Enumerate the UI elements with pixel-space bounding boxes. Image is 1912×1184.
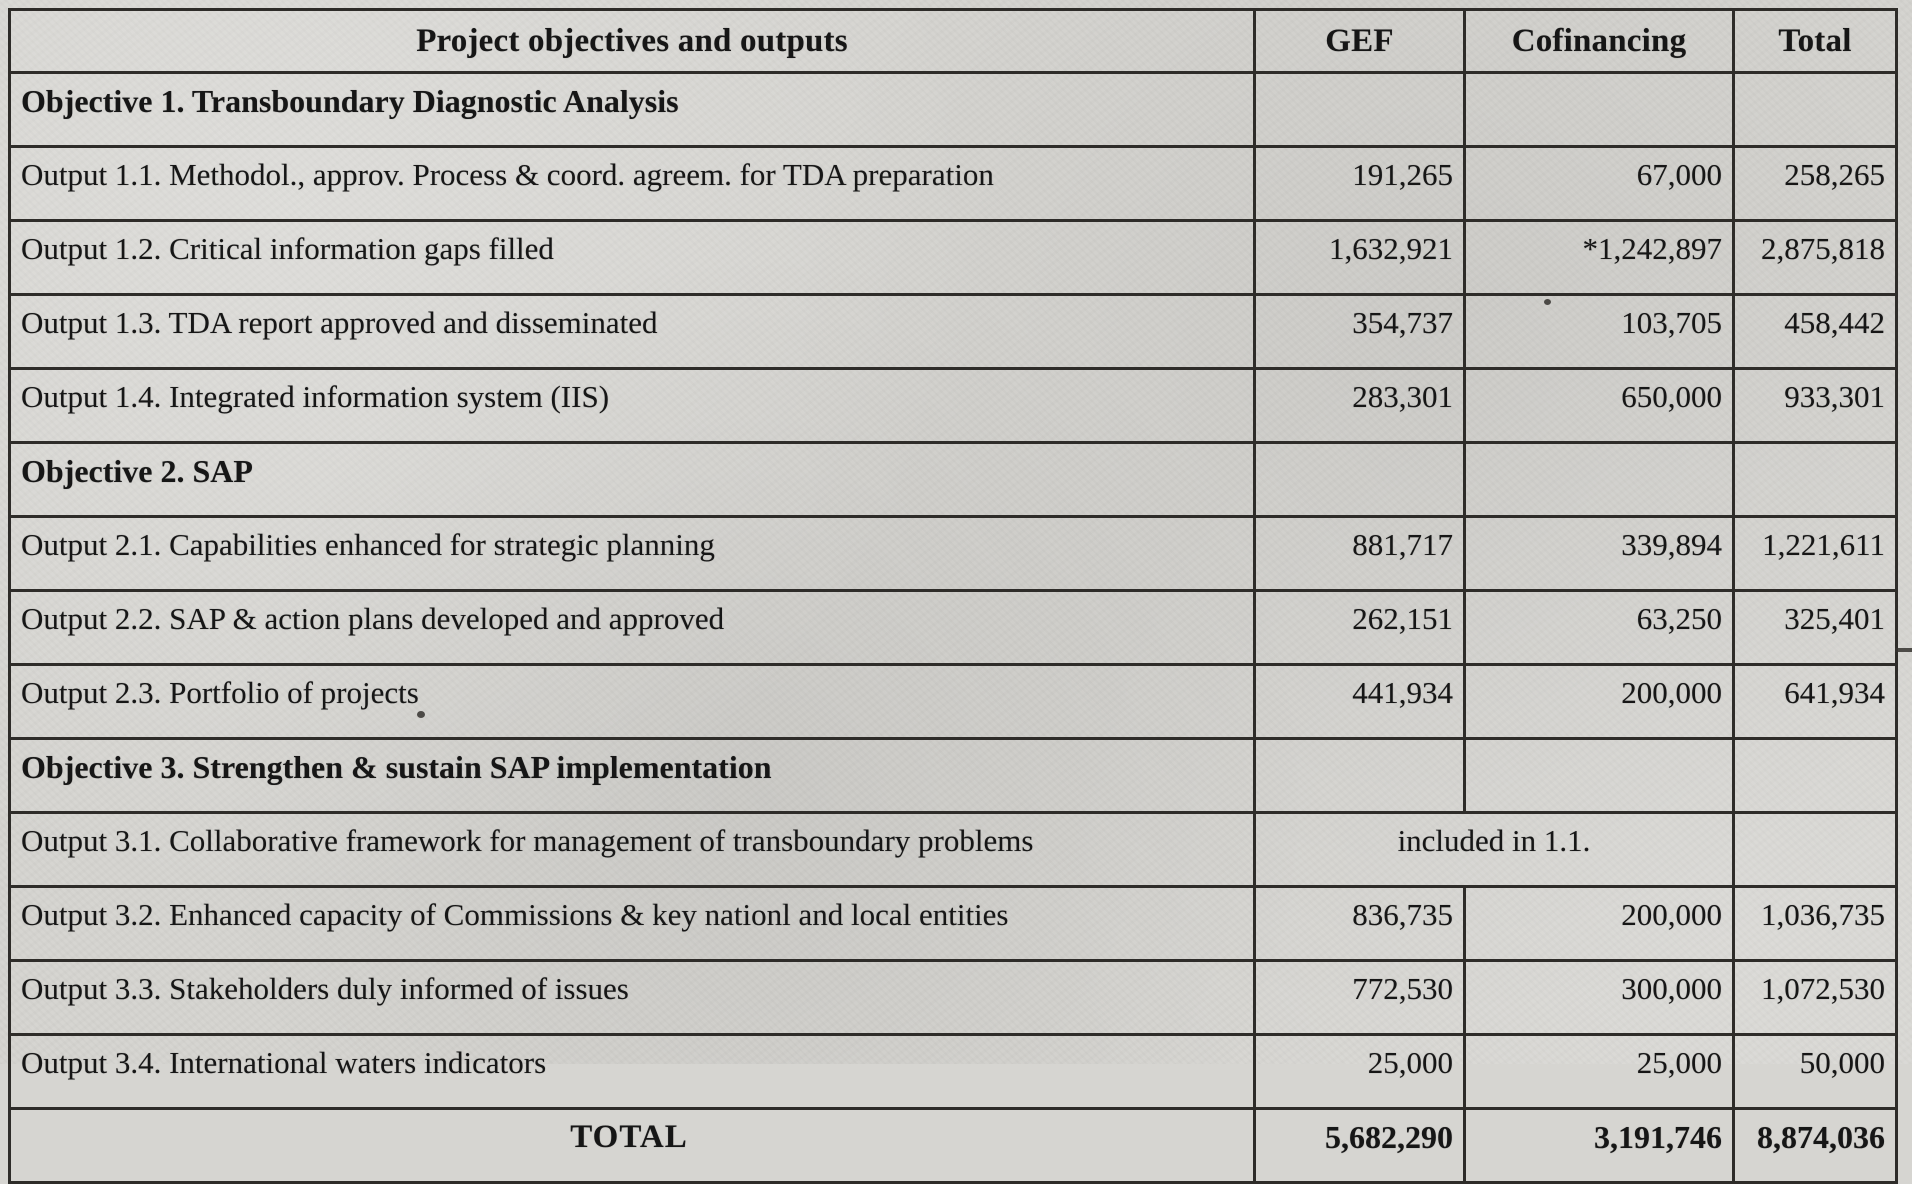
col-header-objectives: Project objectives and outputs [10,10,1255,73]
gef-empty-cell [1255,443,1465,517]
gef-value: 5,682,290 [1255,1109,1465,1183]
cofinancing-value: 67,000 [1465,147,1734,221]
total-value: 2,875,818 [1734,221,1897,295]
cofinancing-value: 200,000 [1465,665,1734,739]
cofinancing-empty-cell [1465,739,1734,813]
row-label: Objective 2. SAP [10,443,1255,517]
col-header-total: Total [1734,10,1897,73]
project-budget-table [8,8,1898,1184]
objective-section-row [10,443,1897,517]
cofinancing-value: 339,894 [1465,517,1734,591]
row-label: Output 1.1. Methodol., approv. Process & coord. agreem. for TDA preparation [10,147,1255,221]
cofinancing-value: 300,000 [1465,961,1734,1035]
row-label: Output 3.3. Stakeholders duly informed of issues [10,961,1255,1035]
output-row [10,221,1897,295]
gef-empty-cell [1255,739,1465,813]
total-value: 1,221,611 [1734,517,1897,591]
cofinancing-value: 63,250 [1465,591,1734,665]
gef-value: 354,737 [1255,295,1465,369]
cofinancing-value: 650,000 [1465,369,1734,443]
row-label: Output 1.2. Critical information gaps filled [10,221,1255,295]
row-label: Output 3.4. International waters indicators [10,1035,1255,1109]
total-value: 325,401 [1734,591,1897,665]
total-value: 1,036,735 [1734,887,1897,961]
header-row [10,10,1897,73]
gef-value: 191,265 [1255,147,1465,221]
row-label: Output 1.4. Integrated information system (IIS) [10,369,1255,443]
gef-value: 262,151 [1255,591,1465,665]
gef-value: 441,934 [1255,665,1465,739]
total-value: 8,874,036 [1734,1109,1897,1183]
total-value: 458,442 [1734,295,1897,369]
output-row [10,665,1897,739]
grand-total-row [10,1109,1897,1183]
objective-section-row [10,73,1897,147]
col-header-cofinancing: Cofinancing [1465,10,1734,73]
merged-note: included in 1.1. [1255,813,1734,887]
gef-empty-cell [1255,73,1465,147]
total-empty-cell [1734,73,1897,147]
total-value: 641,934 [1734,665,1897,739]
total-value: 933,301 [1734,369,1897,443]
cofinancing-empty-cell [1465,73,1734,147]
output-row [10,295,1897,369]
scan-artifact-dot-under-objective3 [417,711,425,718]
row-label: Output 2.3. Portfolio of projects [10,665,1255,739]
total-empty-cell [1734,739,1897,813]
total-empty-cell [1734,443,1897,517]
total-value: 1,072,530 [1734,961,1897,1035]
row-label: Objective 3. Strengthen & sustain SAP implementation [10,739,1255,813]
col-header-gef: GEF [1255,10,1465,73]
gef-value: 1,632,921 [1255,221,1465,295]
row-label: Output 3.2. Enhanced capacity of Commissions & key nationl and local entities [10,887,1255,961]
output-row [10,517,1897,591]
row-label: Output 2.2. SAP & action plans developed and approved [10,591,1255,665]
row-label: Output 2.1. Capabilities enhanced for strategic planning [10,517,1255,591]
row-label: Output 3.1. Collaborative framework for management of transboundary problems [10,813,1255,887]
gef-value: 25,000 [1255,1035,1465,1109]
total-value: 50,000 [1734,1035,1897,1109]
total-value [1734,813,1897,887]
gef-value: 836,735 [1255,887,1465,961]
output-row [10,887,1897,961]
cofinancing-empty-cell [1465,443,1734,517]
cofinancing-value: *1,242,897 [1465,221,1734,295]
gef-value: 881,717 [1255,517,1465,591]
output-row [10,1035,1897,1109]
gef-value: 772,530 [1255,961,1465,1035]
output-row-merged [10,813,1897,887]
scan-artifact-dot-before-value [1544,299,1551,305]
cofinancing-value: 25,000 [1465,1035,1734,1109]
output-row [10,369,1897,443]
row-label: Objective 1. Transboundary Diagnostic Analysis [10,73,1255,147]
row-label: Output 1.3. TDA report approved and disseminated [10,295,1255,369]
cofinancing-value: 103,705 [1465,295,1734,369]
scan-artifact-dash-right-edge [1895,648,1912,652]
cofinancing-value: 3,191,746 [1465,1109,1734,1183]
row-label: TOTAL [10,1109,1255,1183]
cofinancing-value: 200,000 [1465,887,1734,961]
output-row [10,961,1897,1035]
total-value: 258,265 [1734,147,1897,221]
objective-section-row [10,739,1897,813]
output-row [10,147,1897,221]
output-row [10,591,1897,665]
gef-value: 283,301 [1255,369,1465,443]
